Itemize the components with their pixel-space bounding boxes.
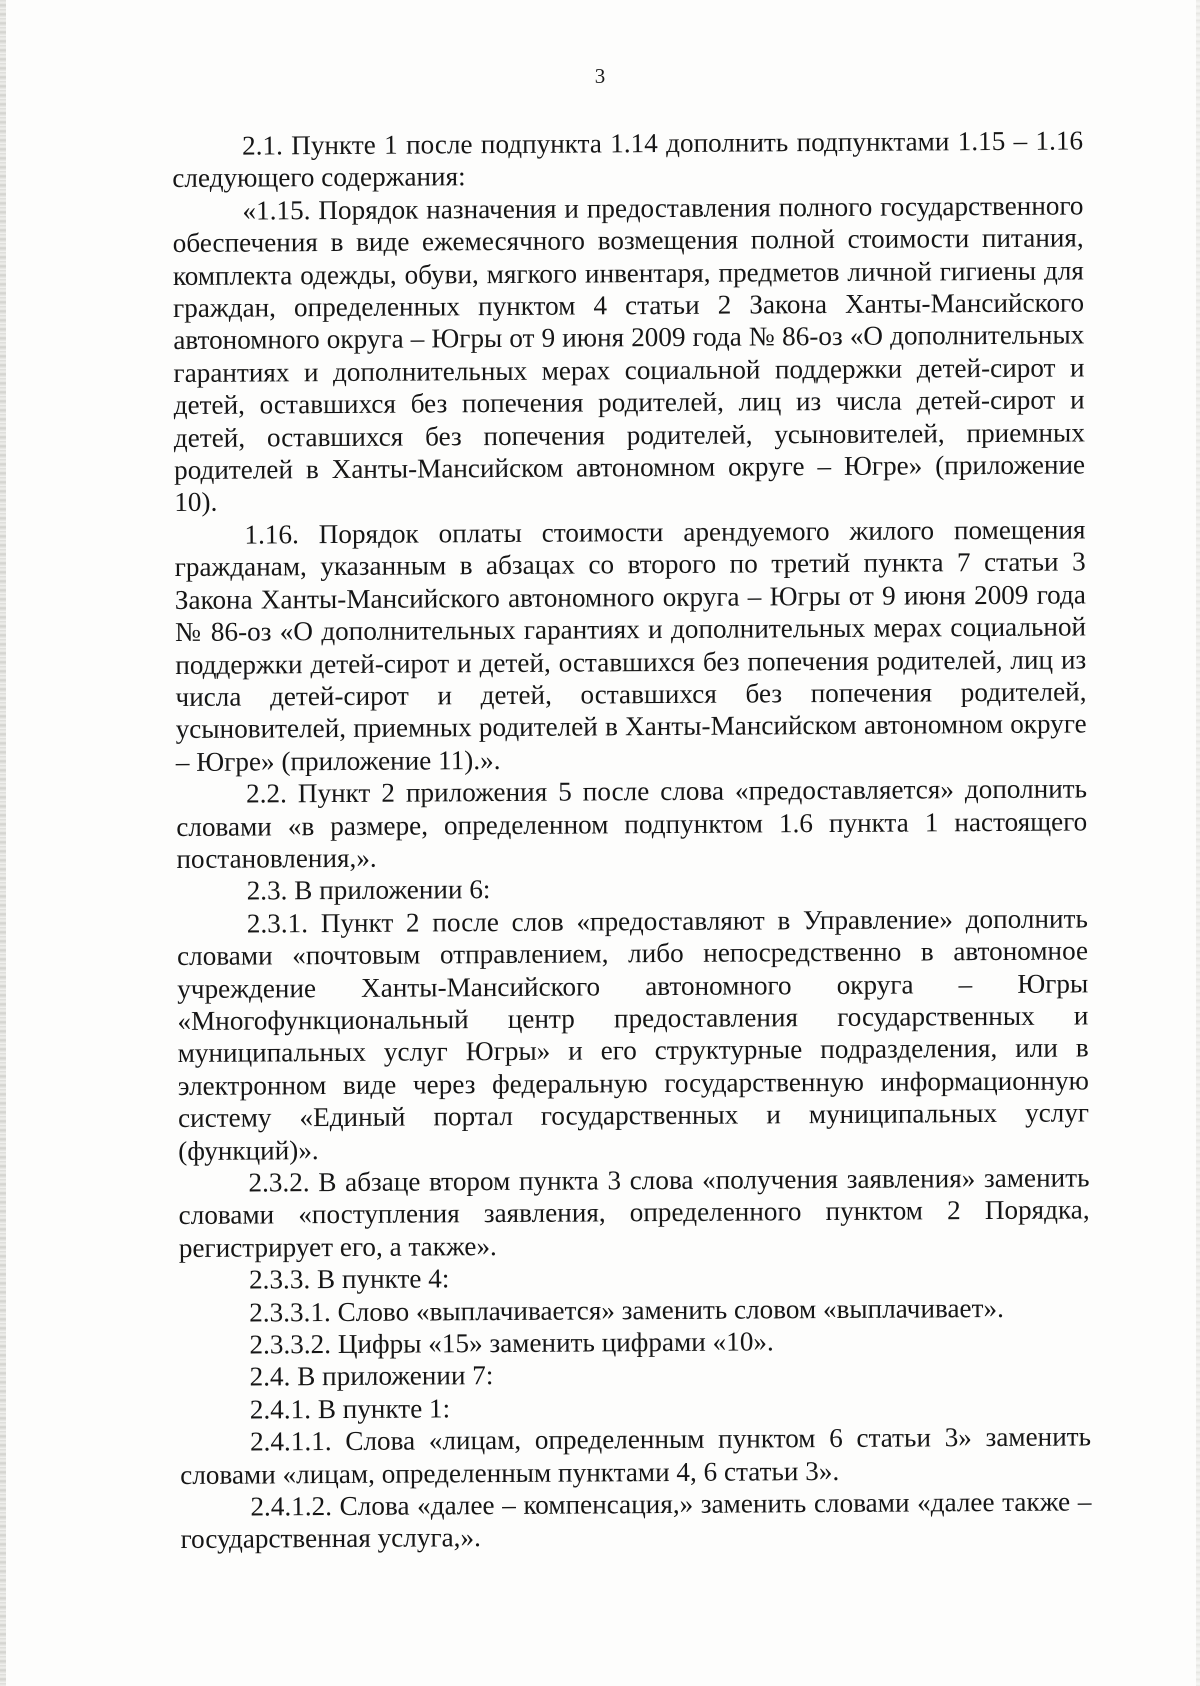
paragraph-2-3-3: 2.3.3. В пункте 4: [248,1263,450,1295]
paragraph-2-3-2: 2.3.2. В абзаце втором пункта 3 слова «получения заявления» заменить словами «поступления заявления, определенного пунктом 2 Порядка, регистрирует его, а также». [178,1162,1090,1263]
paragraph-2-4-1-2: 2.4.1.2. Слова «далее – компенсация,» заменить словами «далее также – государственная услуга,». [180,1486,1092,1555]
paragraph-2-3-3-2: 2.3.3.2. Цифры «15» заменить цифрами «10». [249,1326,774,1360]
paragraph-2-1: 2.1. Пункте 1 после подпункта 1.14 дополнить подпунктами 1.15 – 1.16 следующего содержания: [172,125,1084,194]
paragraph-2-4-1: 2.4.1. В пункте 1: [249,1393,451,1425]
page-number: 3 [594,64,606,88]
paragraph-1-15: «1.15. Порядок назначения и предоставления полного государственного обеспечения в виде ежемесячного возмещения полной стоимости питания, комплекта одежды, обуви, мягкого инвентаря, предметов личной гигиены для граждан, определенных пунктом 4 статьи 2 Закона Ханты-Мансийского автономного округа – Югры от 9 июня 2009 года № 86-оз «О дополнительных гарантиях и дополнительных мерах социальной поддержки детей-сирот и детей, оставшихся без попечения родителей, лиц из числа детей-сирот и детей, оставшихся без попечения родителей, усыновителей, приемных родителей в Ханты-Мансийском автономном округе – Югре» (приложение 10). [172,190,1086,518]
paragraph-2-3-3-1: 2.3.3.1. Слово «выплачивается» заменить словом «выплачивает». [249,1292,1004,1328]
paragraph-2-3: 2.3. В приложении 6: [246,874,491,906]
document-body [172,124,1092,1555]
paragraph-2-2: 2.2. Пункт 2 приложения 5 после слова «предоставляется» дополнить словами «в размере, определенном подпунктом 1.6 пункта 1 настоящего постановления,». [176,773,1088,874]
paragraph-2-3-1: 2.3.1. Пункт 2 после слов «предоставляют в Управление» дополнить словами «почтовым отправлением, либо непосредственно в автономное учреждение Ханты-Мансийского автономного округа – Югры «Многофункциональный центр предоставления государственных и муниципальных услуг Югры» и его структурные подразделения, или в электронном виде через федеральную государственную информационную систему «Единый портал государственных и муниципальных услуг (функций)». [176,903,1090,1166]
paragraph-2-4-1-1: 2.4.1.1. Слова «лицам, определенным пунктом 6 статьи 3» заменить словами «лицам, определенным пунктами 4, 6 статьи 3». [180,1421,1092,1490]
paragraph-1-16: 1.16. Порядок оплаты стоимости арендуемого жилого помещения гражданам, указанным в абзацах со второго по третий пункта 7 статьи 3 Закона Ханты-Мансийского автономного округа – Югры от 9 июня 2009 года № 86-оз «О дополнительных гарантиях и дополнительных мерах социальной поддержки детей-сирот и детей, оставшихся без попечения родителей, лиц из числа детей-сирот и детей, оставшихся без попечения родителей, усыновителей, приемных родителей в Ханты-Мансийском автономном округе – Югре» (приложение 11).». [174,514,1087,777]
scan-edge-right [1196,0,1200,1686]
paragraph-2-4: 2.4. В приложении 7: [249,1360,494,1392]
scan-edge-left [0,0,6,1686]
